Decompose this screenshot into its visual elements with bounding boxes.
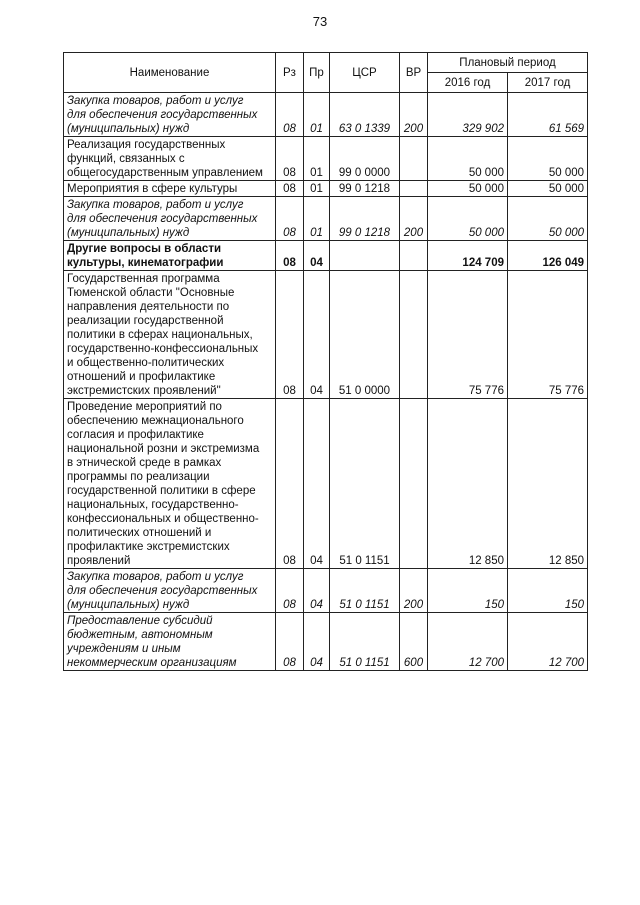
- cell-2016: 50 000: [428, 181, 508, 197]
- cell-csr: 51 0 0000: [330, 271, 400, 399]
- cell-2017: 50 000: [508, 197, 588, 241]
- cell-2016: 124 709: [428, 241, 508, 271]
- table-row: [64, 569, 588, 613]
- table-row: [64, 241, 588, 271]
- cell-csr: 51 0 1151: [330, 399, 400, 569]
- cell-rz: 08: [276, 93, 304, 137]
- table-row: [64, 613, 588, 671]
- cell-csr: [330, 241, 400, 271]
- cell-rz: 08: [276, 613, 304, 671]
- cell-2017: 12 850: [508, 399, 588, 569]
- cell-rz: 08: [276, 399, 304, 569]
- cell-name: Закупка товаров, работ и услуг для обеспечения государственных (муниципальных) нужд: [64, 93, 276, 137]
- cell-2016: 12 700: [428, 613, 508, 671]
- cell-vr: [400, 271, 428, 399]
- budget-table: [63, 52, 588, 671]
- cell-pr: 01: [304, 93, 330, 137]
- cell-name: Другие вопросы в области культуры, кинематографии: [64, 241, 276, 271]
- table-row: [64, 137, 588, 181]
- cell-2017: 75 776: [508, 271, 588, 399]
- cell-rz: 08: [276, 241, 304, 271]
- table-body: [64, 93, 588, 671]
- cell-2017: 61 569: [508, 93, 588, 137]
- cell-vr: 600: [400, 613, 428, 671]
- cell-name: Предоставление субсидий бюджетным, автономным учреждениям и иным некоммерческим организациям: [64, 613, 276, 671]
- cell-name: Закупка товаров, работ и услуг для обеспечения государственных (муниципальных) нужд: [64, 569, 276, 613]
- table-header: [64, 53, 588, 93]
- table-row: [64, 197, 588, 241]
- cell-rz: 08: [276, 137, 304, 181]
- header-planned-period: Плановый период: [428, 53, 588, 73]
- cell-pr: 04: [304, 271, 330, 399]
- cell-pr: 01: [304, 137, 330, 181]
- cell-vr: [400, 241, 428, 271]
- cell-rz: 08: [276, 197, 304, 241]
- cell-name: Реализация государственных функций, связанных с общегосударственным управлением: [64, 137, 276, 181]
- cell-vr: 200: [400, 93, 428, 137]
- cell-csr: 63 0 1339: [330, 93, 400, 137]
- cell-2016: 150: [428, 569, 508, 613]
- cell-2017: 150: [508, 569, 588, 613]
- cell-csr: 99 0 1218: [330, 197, 400, 241]
- header-rz: Рз: [276, 53, 304, 93]
- cell-name: Проведение мероприятий по обеспечению межнационального согласия и профилактике национальной розни и экстремизма в этнической среде в рамках программы по реализации государственной политики в сфере национальных, государственно- конфессиональных и общественно- политических отношений и профилактике экстремистских проявлений: [64, 399, 276, 569]
- header-year-2017: 2017 год: [508, 73, 588, 93]
- cell-vr: 200: [400, 569, 428, 613]
- cell-2017: 50 000: [508, 137, 588, 181]
- cell-2016: 50 000: [428, 197, 508, 241]
- cell-pr: 01: [304, 197, 330, 241]
- table-row: [64, 181, 588, 197]
- page-number: 73: [312, 14, 328, 29]
- cell-csr: 99 0 0000: [330, 137, 400, 181]
- cell-vr: [400, 399, 428, 569]
- cell-name: Государственная программа Тюменской области "Основные направления деятельности по реализации государственной политики в сферах национальных, государственно-конфессиональных и общественно-политических отношений и профилактике экстремистских проявлений": [64, 271, 276, 399]
- header-pr: Пр: [304, 53, 330, 93]
- cell-2016: 75 776: [428, 271, 508, 399]
- cell-pr: 04: [304, 569, 330, 613]
- cell-vr: [400, 181, 428, 197]
- header-csr: ЦСР: [330, 53, 400, 93]
- cell-name: Мероприятия в сфере культуры: [64, 181, 276, 197]
- cell-2016: 329 902: [428, 93, 508, 137]
- cell-rz: 08: [276, 271, 304, 399]
- cell-vr: 200: [400, 197, 428, 241]
- cell-2017: 12 700: [508, 613, 588, 671]
- cell-pr: 04: [304, 613, 330, 671]
- cell-vr: [400, 137, 428, 181]
- cell-csr: 51 0 1151: [330, 569, 400, 613]
- cell-pr: 01: [304, 181, 330, 197]
- cell-2016: 12 850: [428, 399, 508, 569]
- cell-csr: 51 0 1151: [330, 613, 400, 671]
- cell-csr: 99 0 1218: [330, 181, 400, 197]
- header-name: Наименование: [64, 53, 276, 93]
- cell-name: Закупка товаров, работ и услуг для обеспечения государственных (муниципальных) нужд: [64, 197, 276, 241]
- cell-pr: 04: [304, 399, 330, 569]
- cell-2017: 126 049: [508, 241, 588, 271]
- cell-2017: 50 000: [508, 181, 588, 197]
- header-vr: ВР: [400, 53, 428, 93]
- cell-rz: 08: [276, 569, 304, 613]
- table-row: [64, 399, 588, 569]
- cell-2016: 50 000: [428, 137, 508, 181]
- cell-pr: 04: [304, 241, 330, 271]
- table-row: [64, 271, 588, 399]
- table-row: [64, 93, 588, 137]
- cell-rz: 08: [276, 181, 304, 197]
- header-year-2016: 2016 год: [428, 73, 508, 93]
